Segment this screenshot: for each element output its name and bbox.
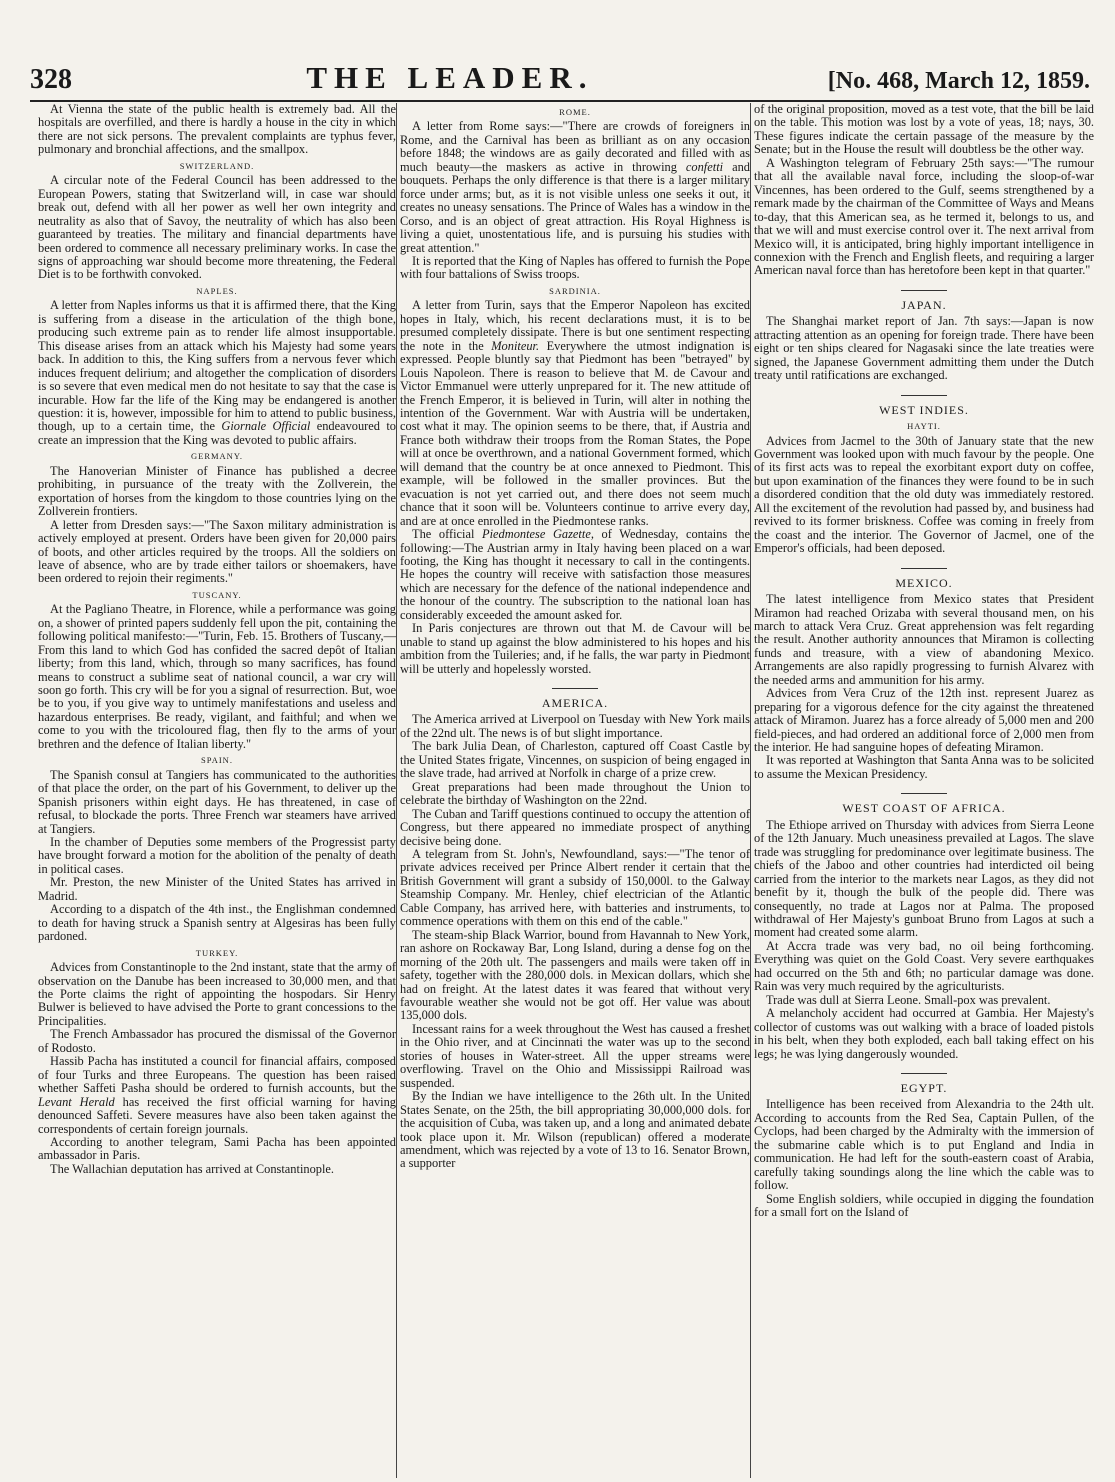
section-heading-west-indies: WEST INDIES. <box>879 402 969 417</box>
section-subheading-hayti: HAYTI. <box>907 421 941 432</box>
column-2 <box>400 103 750 1478</box>
section-heading-mexico: MEXICO. <box>895 575 953 590</box>
article-paragraph: The Shanghai market report of Jan. 7th says:—Japan is now attracting attention as an opening for foreign trade. There have been eight or ten ships cleared for Nagasaki since the late treaties were signed, the Japanese Government admitting them under the Dutch treaty until ratifications are exchanged. <box>754 314 1094 383</box>
article-paragraph: The Hanoverian Minister of Finance has published a decree prohibiting, in pursuance of the treaty with the Zollverein, the exportation of horses from the kingdom to those countries lying on the Zollverein frontiers. <box>38 463 396 519</box>
section-heading-switzerland: SWITZERLAND. <box>179 160 255 171</box>
article-paragraph: The Ethiope arrived on Thursday with advices from Sierra Leone of the 12th January. Much uneasiness prevailed at Lagos. The slave trade was struggling for predominance over legitimate business. The chiefs of the Jaboo and other countries had interdicted oil being carried from the interior to the markets near Lagos, as they did not benefit by it, though the bulk of the people did. There was consequently, no trade at Lagos nor at Palma. The proposed withdrawal of Her Majesty's gunboat Bruno from Lagos at such a moment had created some alarm. <box>754 817 1094 940</box>
newspaper-name: Giornale Official <box>221 419 311 434</box>
article-paragraph: A letter from Turin, says that the Emperor Napoleon has excited hopes in Italy, which, his recent declarations must, it is to be presumed completely dissipate. There is but one sentiment respecting the note in the Moniteur. Everywhere the utmost indignation is expressed. People bluntly say that Piedmont has been "betrayed" by Louis Napoleon. There is reason to believe that M. de Cavour and Victor Emmanuel were utterly unprepared for it. The new attitude of the French Emperor, it is believed in Turin, will alter in nothing the intention of the Government. War with Austria will be undertaken, cost what it may. The opinion seems to be there, that, if Austria and France both withdraw their troops from the Roman States, the Pope will at once be overthrown, and a national Government formed, which will demand that the country be at once annexed to Piedmont. This example, will be followed in the smaller provinces. But the evacuation is not yet carried out, and there does not seem much chance that it soon will be. Volunteers continue to arrive every day, and are at once enrolled in the Piedmontese ranks. <box>400 298 750 528</box>
article-paragraph: It is reported that the King of Naples has offered to furnish the Pope with four battalions of Swiss troops. <box>400 253 750 282</box>
section-heading-rome: ROME. <box>559 107 591 117</box>
article-paragraph: The Spanish consul at Tangiers has communicated to the authorities of that place the order, on the part of his Government, to deliver up the Spanish prisoners within eight days. He has threatened, in case of refusal, to blockade the ports. Three French war steamers have arrived at Tangiers. <box>38 767 396 836</box>
article-paragraph: The latest intelligence from Mexico states that President Miramon had reached Orizaba with several thousand men, on his march to attack Vera Cruz. Great apprehension was felt regarding the result. Another authority announces that Miramon is collecting funds and treasure, with a view of abandoning Mexico. Arrangements are also rapidly progressing to furnish Alvarez with the needed arms and ammunition for his army. <box>754 592 1094 687</box>
emphasis-word: confetti <box>685 159 724 174</box>
section-heading-spain: SPAIN. <box>201 755 233 766</box>
article-paragraph: According to a dispatch of the 4th inst., the Englishman condemned to death for having struck a Spanish sentry at Algesiras has been fully pardoned. <box>38 902 396 944</box>
article-paragraph: A letter from Naples informs us that it is affirmed there, that the King is suffering from a disease in the articulation of the thigh bone, producing such extreme pain as to render life almost insupportable. This disease arises from an attack which his Majesty had some years back. In addition to this, the King suffers from a nervous fever which induces frequent delirium; and altogether the complication of disorders is so severe that even medical men do not hesitate to say that the case is incurable. How far the life of the King may be endangered is another question: it is, however, impossible for him to attend to public business, though, up to a certain time, the Giornale Official endeavoured to create an impression that the King was devoted to public affairs. <box>38 298 396 447</box>
column-divider <box>396 103 397 1478</box>
article-paragraph: At the Pagliano Theatre, in Florence, while a performance was going on, a shower of printed papers suddenly fell upon the pit, containing the following political manifesto:—"Turin, Feb. 15. Brothers of Tuscany,—From this land to which God has confided the sacred depôt of Italian liberty; from this land, which, through so many sacrifices, has found means to construct a sublime seat of national council, a war cry will soon go forth. This cry will be for you a signal of resurrection. But, woe be to you, if you give way to untimely manifestations and useless and hazardous enterprises. Be ready, vigilant, and faithful; and when we come to you with the tricoloured flag, then fly to the arms of your brethren and the defence of Italian liberty." <box>38 602 396 751</box>
article-paragraph: Advices from Constantinople to the 2nd instant, state that the army of observation on the Danube has been increased to 30,000 men, and that the Porte claims the right of appointing the hospodars. Sir Henry Bulwer is believed to have advised the Porte to grant concessions to the Principalities. <box>38 960 396 1028</box>
section-heading-tuscany: TUSCANY. <box>192 589 242 600</box>
section-divider <box>901 1073 947 1074</box>
section-divider <box>901 395 947 396</box>
article-paragraph: Incessant rains for a week throughout the West has caused a freshet in the Ohio river, and at Cincinnati the water was up to the second stories of houses in Water-street. All the upper streams were overflowing. Travel on the Ohio and Mississippi Railroad was suspended. <box>400 1021 750 1090</box>
article-paragraph: Intelligence has been received from Alexandria to the 24th ult. According to accounts from the Red Sea, Captain Pullen, of the Cyclops, had been charged by the Admiralty with the immersion of the submarine cable which is to put England and India in communication. He had left for the south-eastern coast of Arabia, carefully taking soundings along the line which the cable was to follow. <box>754 1097 1094 1193</box>
article-paragraph: Advices from Vera Cruz of the 12th inst. represent Juarez as preparing for a vigorous defence for the city against the threatened attack of Miramon. Juarez has a force already of 5,000 men and 200 field-pieces, and had ordered an additional force of 2,000 men from the interior. He had sanguine hopes of defeating Miramon. <box>754 686 1094 755</box>
article-paragraph: In Paris conjectures are thrown out that M. de Cavour will be unable to stand up against the blow administered to his hopes and his ambition from the Tuileries; and, if he falls, the war party in Piedmont will be utterly and hopelessly worsted. <box>400 621 750 676</box>
article-paragraph: Advices from Jacmel to the 30th of January state that the new Government was looked upon with much favour by the people. One of its first acts was to repeal the exorbitant export duty on coffee, but upon examination of the finances they were found to be in such a disordered condition that the old duty was immediately restored. All the excitement of the revolution had passed by, and business had revived to its former briskness. Coffee was coming in freely from the coast and the interior. The Governor of Jacmel, one of the Emperor's officials, had been deposed. <box>754 433 1094 556</box>
article-paragraph: A letter from Rome says:—"There are crowds of foreigners in Rome, and the Carnival has been as brilliant as on any occasion before 1848; the windows are as gaily decorated and filled with as much beauty—the maskers as active in throwing confetti and bouquets. Perhaps the only difference is that there is a larger military force under arms; but, as it is not visible unless one seeks it out, it creates no uneasy sensations. The Prince of Wales has a window in the Corso, and is an object of great attraction. His Royal Highness is living a quiet, unostentatious life, and is pursuing his studies with great attention." <box>400 119 750 255</box>
section-divider <box>552 688 598 689</box>
article-paragraph: The official Piedmontese Gazette, of Wednesday, contains the following:—The Austrian army in Italy having been placed on a war footing, the King has thought it necessary to call in the contingents. He hopes the country will receive with satisfaction those measures which are necessary for the defence of the national independence and the honour of the country. The subscription to the national loan has considerably exceeded the amount asked for. <box>400 527 750 622</box>
section-heading-america: AMERICA. <box>541 696 609 711</box>
newspaper-name: Levant Herald <box>38 1094 115 1109</box>
article-paragraph: A melancholy accident had occurred at Gambia. Her Majesty's collector of customs was out walking with a brace of loaded pistols in his belt, when they both exploded, each ball taking effect on his legs; he was lying dangerously wounded. <box>754 1006 1094 1061</box>
article-paragraph: The Wallachian deputation has arrived at Constantinople. <box>50 1161 335 1176</box>
article-paragraph: In the chamber of Deputies some members of the Progressist party have brought forward a motion for the abolition of the penalty of death in political cases. <box>38 835 396 876</box>
article-paragraph: Great preparations had been made throughout the Union to celebrate the birthday of Washington on the 22nd. <box>400 779 750 808</box>
section-heading-germany: GERMANY. <box>190 451 243 462</box>
newspaper-title: THE LEADER. <box>306 60 594 95</box>
issue-info: [No. 468, March 12, 1859. <box>827 68 1090 94</box>
column-1 <box>38 103 396 1478</box>
article-paragraph: of the original proposition, moved as a test vote, that the bill be laid on the table. This motion was lost by a vote of yeas, 18; nays, 30. These figures indicate the certain passage of the measure by the Senate; but in the House the result will doubtless be the other way. <box>754 103 1094 157</box>
article-paragraph: A letter from Dresden says:—"The Saxon military administration is actively employed at present. Orders have been given for 20,000 pairs of boots, and other articles required by the troops. All the soldiers on leave of absence, who are by trade either tailors or shoemakers, have been ordered to rejoin their regiments." <box>38 517 396 586</box>
section-heading-naples: NAPLES. <box>196 285 238 296</box>
masthead-rule <box>30 100 1090 102</box>
article-paragraph: Hassib Pacha has instituted a council for financial affairs, composed of four Turks and three Europeans. The question has been raised whether Saffeti Pasha should be ordered to furnish accounts, but the Levant Herald has received the first official warning for having denounced Saffeti. Severe measures have also been taken against the correspondents of certain foreign journals. <box>38 1054 396 1136</box>
section-heading-japan: JAPAN. <box>901 297 947 312</box>
page-number: 328 <box>30 64 72 95</box>
section-heading-sardinia: SARDINIA. <box>549 285 601 296</box>
article-paragraph: The steam-ship Black Warrior, bound from Havannah to New York, ran ashore on Rockaway Bar, Long Island, during a dense fog on the morning of the 20th ult. The passengers and mails were taken off in safety, together with the 280,000 dols. in Mexican dollars, which she had on freight. At the latest dates it was feared that without very favourable weather she would not be got off. Her value was about 135,000 dols. <box>400 927 750 1023</box>
section-divider <box>901 568 947 569</box>
article-paragraph: The Cuban and Tariff questions continued to occupy the attention of Congress, but there appeared no immediate prospect of anything decisive being done. <box>400 806 750 848</box>
article-paragraph: The French Ambassador has procured the dismissal of the Governor of Rodosto. <box>38 1027 396 1055</box>
section-heading-egypt: EGYPT. <box>900 1081 948 1095</box>
article-paragraph: Some English soldiers, while occupied in digging the foundation for a small fort on the Island of <box>754 1191 1094 1220</box>
masthead <box>30 60 1090 100</box>
article-paragraph: A circular note of the Federal Council has been addressed to the European Powers, stating that Switzerland will, in case war should break out, defend with all her power as well her own integrity and neutrality as also that of Savoy, the neutrality of which has also been guaranteed by treaties. The military and financial departments have been ordered to commence all necessary preliminary works. In case the signs of approaching war should become more threatening, the Federal Diet is to be forthwith convoked. <box>38 173 396 282</box>
article-paragraph: At Accra trade was very bad, no oil being forthcoming. Everything was quiet on the Gold Coast. Very severe earthquakes had occurred on the 5th and 6th; no particular damage was done. Rain was very much required by the agriculturists. <box>754 938 1094 994</box>
section-divider <box>901 793 947 794</box>
section-heading-turkey: TURKEY. <box>195 947 239 958</box>
article-paragraph: It was reported at Washington that Santa Anna was to be solicited to assume the Mexican Presidency. <box>754 753 1094 781</box>
section-divider <box>901 290 947 291</box>
article-paragraph: At Vienna the state of the public health is extremely bad. All the hospitals are overfilled, and there is hardly a house in the city in which there are not sick persons. The prevalent complaints are typhus fever, pulmonary and bronchial affections, and the smallpox. <box>38 103 396 157</box>
article-paragraph: The bark Julia Dean, of Charleston, captured off Coast Castle by the United States frigate, Vincennes, on suspicion of being engaged in the slave trade, had arrived at Norfolk in charge of a prize crew. <box>400 739 750 781</box>
article-paragraph: Mr. Preston, the new Minister of the United States has arrived in Madrid. <box>38 875 396 903</box>
article-paragraph: Trade was dull at Sierra Leone. Small-pox was prevalent. <box>766 992 1051 1007</box>
article-paragraph: A telegram from St. John's, Newfoundland, says:—"The tenor of private advices received per Prince Albert render it certain that the British Government will grant a subsidy of 150,000l. to the Galway Steamship Company. Mr. Henley, chief electrician of the Atlantic Cable Company, has arrived here, with batteries and instruments, to commence operations with them on this end of the cable." <box>400 847 750 929</box>
article-paragraph: A Washington telegram of February 25th says:—"The rumour that all the available naval force, including the sloop-of-war Vincennes, has been ordered to the Gulf, seems strengthened by a remark made by the chairman of the Committee of Ways and Means to-day, that this American sea, as he termed it, belongs to us, and that we will and must exercise control over it. The next arrival from Mexico will, it is anticipated, bring highly important intelligence in connexion with the French and English fleets, and requiring a larger American naval force than has heretofore been kept in that quarter." <box>754 155 1094 278</box>
article-paragraph: By the Indian we have intelligence to the 26th ult. In the United States Senate, on the 25th, the bill appropriating 30,000,000 dols. for the acquisition of Cuba, was taken up, and a long and animated debate took place upon it. Mr. Wilson (republican) offered a moderate amendment, which was rejected by a vote of 13 to 16. Senator Brown, a supporter <box>400 1089 750 1171</box>
newspaper-name: Moniteur. <box>491 338 540 353</box>
section-heading-west-coast-of-africa: WEST COAST OF AFRICA. <box>842 801 1006 816</box>
newspaper-name: Piedmontese Gazette, <box>482 527 594 542</box>
article-paragraph: According to another telegram, Sami Pacha has been appointed ambassador in Paris. <box>38 1134 396 1163</box>
article-paragraph: The America arrived at Liverpool on Tuesday with New York mails of the 22nd ult. The news is of but slight importance. <box>400 712 750 740</box>
column-3 <box>754 103 1094 1478</box>
column-divider <box>750 103 751 1478</box>
